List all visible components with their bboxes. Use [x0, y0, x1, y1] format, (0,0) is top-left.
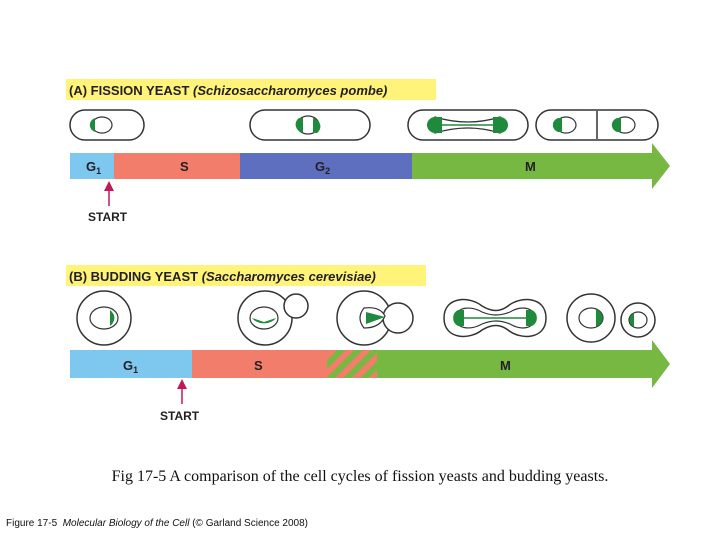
budding-cell-4	[444, 300, 546, 337]
phase-label-a-s: S	[180, 159, 189, 174]
fission-cell-1	[70, 110, 144, 140]
phase-label-b-m: M	[500, 358, 511, 373]
phase-bar-b-m	[377, 340, 670, 388]
budding-cell-1	[77, 291, 131, 345]
phase-label-a-m: M	[525, 159, 536, 174]
phase-label-a-g1: $G_1$	[86, 159, 102, 176]
phase-label-b-g1: $G_1$	[123, 358, 139, 375]
budding-cell-3	[337, 291, 413, 345]
panel-b	[66, 265, 670, 423]
fission-cell-2	[250, 110, 370, 140]
budding-cell-5	[567, 294, 615, 342]
budding-cell-2	[238, 291, 308, 345]
start-label-b: START	[160, 409, 200, 423]
phase-bar-a-m	[412, 143, 670, 189]
panel-b-title: (B) BUDDING YEAST (Saccharomyces cerevisiae)	[69, 269, 376, 284]
start-arrow-a-icon	[104, 181, 114, 206]
panel-a	[66, 79, 670, 224]
phase-bar-b-overlap	[327, 350, 377, 378]
figure-credit: Figure 17-5 Molecular Biology of the Cell (© Garland Science 2008)	[6, 518, 308, 529]
start-label-a: START	[88, 210, 128, 224]
phase-label-a-g2: $G_2$	[315, 159, 331, 176]
figure-caption: Fig 17-5 A comparison of the cell cycles of fission yeasts and budding yeasts.	[111, 468, 609, 485]
budding-cell-6	[621, 303, 655, 337]
phase-bar-a-s	[114, 153, 240, 179]
panel-a-title: (A) FISSION YEAST (Schizosaccharomyces pombe)	[69, 83, 388, 98]
start-arrow-b-icon	[177, 379, 187, 404]
fission-cell-4	[536, 110, 658, 140]
phase-label-b-s: S	[254, 358, 263, 373]
fission-cell-3	[408, 110, 528, 140]
